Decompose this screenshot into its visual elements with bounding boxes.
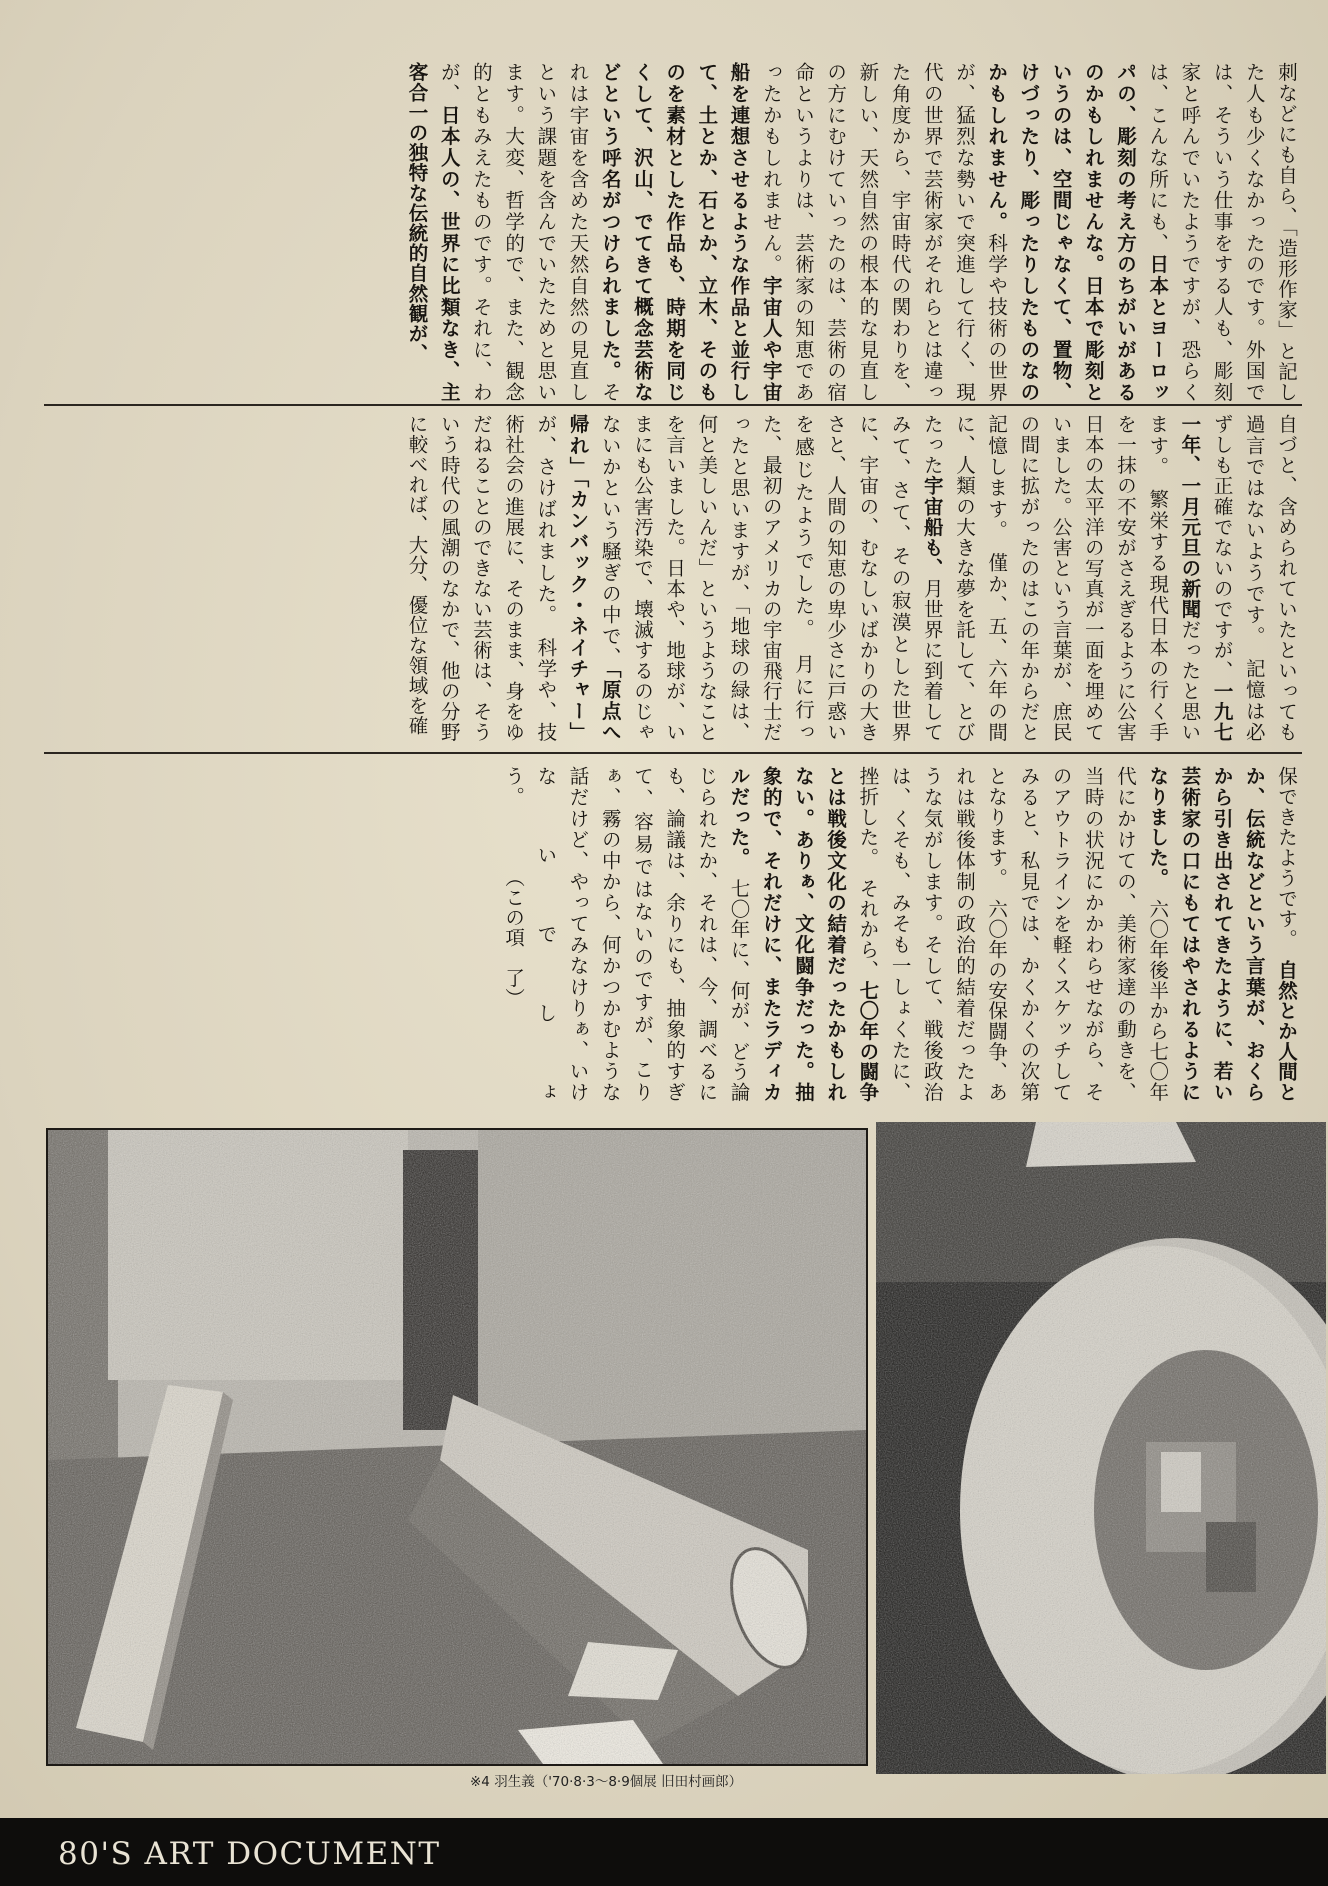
- photo-caption: ※4 羽生義（'70·8·3〜8·9個展 旧田村画郎）: [470, 1774, 743, 1790]
- text-segment: 記憶は必ずしも正確でないの: [1210, 414, 1266, 742]
- text-segment: が、さけばれました。: [534, 414, 558, 617]
- text-segment: 月に行った、最初のアメリカ: [759, 414, 815, 742]
- text-segment: しの方にむけていったのは、芸: [824, 62, 880, 402]
- text-segment: 七〇年の闘争とは: [824, 766, 880, 1102]
- text-segment: 宇宙人や宇宙船を連想させ: [727, 62, 783, 402]
- text-segment: から、宇宙時代の関わりを、新: [856, 62, 912, 402]
- text-segment: 公害日本の太平洋の写真が一面: [1081, 414, 1137, 742]
- text-segment: 治は、くそも、みそも一しょく: [888, 766, 944, 1102]
- text-segment: （この項 了）: [502, 796, 526, 1008]
- text-segment: 時の状況にかかわらせながら、: [1081, 787, 1105, 1082]
- text-segment: ました。日本や、地球が、いまに: [630, 414, 687, 742]
- text-segment: 術などという呼名がつけられま: [598, 62, 654, 402]
- text-segment: の宇宙飛行士だったと思います: [727, 414, 783, 742]
- text-segment: 七〇年に、何が、どう論じら: [695, 766, 751, 1102]
- text-segment: も公害汚染で、壊滅するのじゃ: [630, 455, 654, 742]
- article-column-bottom: [134, 766, 1302, 1102]
- text-segment: それから、: [856, 858, 880, 981]
- text-segment: 日本人の、世界に比類なき、主客: [405, 62, 461, 402]
- text-segment: かもしれませんな。日本で彫刻: [1081, 83, 1105, 382]
- article-column-middle: [44, 414, 1302, 742]
- text-segment: 後体制の政治的結着だったよう: [920, 766, 976, 1102]
- photo-log-sculpture: [46, 1128, 868, 1766]
- text-segment: 科学や、技術社会の進展に、: [502, 414, 558, 742]
- text-segment: の風潮のなかで、他の分野に較: [405, 414, 461, 742]
- column-divider: [44, 404, 1302, 406]
- text-segment: 術の宿命というよりは、芸術家: [791, 62, 848, 402]
- text-segment: るような作品と並行して、土と: [695, 62, 751, 402]
- text-segment: 哲学的で、また、観念的ともみ: [469, 62, 526, 402]
- text-segment: ん。: [759, 232, 783, 276]
- text-segment: した。: [598, 317, 622, 382]
- text-segment: ないかという騒ぎの中で、: [598, 414, 622, 669]
- text-segment: なりました。: [1146, 766, 1170, 879]
- text-segment: でいたためと思います。大変、: [502, 62, 558, 402]
- text-segment: 保できたようです。: [1275, 766, 1298, 940]
- log-sculpture-image: [48, 1130, 866, 1764]
- text-segment: そのアウトラインを軽くスケッ: [1049, 766, 1105, 1102]
- text-segment: を埋めていました。公害という: [1049, 414, 1105, 742]
- text-segment: か、石とか、立木、そのものを: [663, 62, 719, 402]
- text-segment: の知恵であったかもしれませ: [759, 62, 815, 402]
- text-segment: というのは、空間じゃなくて、: [1049, 62, 1105, 402]
- ring-sculpture-image: [876, 1122, 1326, 1774]
- text-segment: 大きさと、人間の知恵の卑少さ: [824, 414, 880, 742]
- text-segment: という言葉が、おくらから引き: [1210, 766, 1266, 1102]
- text-segment: 宇宙船も、: [920, 475, 944, 579]
- text-segment: 六〇年の安保闘争、あれは戦: [952, 766, 1009, 1102]
- text-segment: て、さて、その寂漠とした世界: [888, 436, 912, 742]
- text-segment: たものなのかもしれません。: [985, 62, 1041, 402]
- text-segment: 芸術家がそれらとは違った角度: [888, 62, 944, 402]
- text-segment: 自づと、含められていたといっ: [1275, 414, 1298, 702]
- text-segment: も、論議は、余りにも、抽象的: [663, 766, 687, 1061]
- text-segment: そのまま、身をゆだねることの: [469, 414, 526, 742]
- text-segment: を一抹の不安がさえぎるように: [1113, 414, 1137, 702]
- text-segment: チャー」: [566, 658, 590, 742]
- text-segment: する人も、彫刻家と呼んでいた: [1178, 62, 1234, 402]
- text-segment: ですが、: [1210, 598, 1234, 681]
- text-segment: チしてみると、私見では、かく: [1017, 766, 1073, 1102]
- text-segment: 「原: [598, 668, 622, 701]
- text-segment: 科: [985, 232, 1009, 254]
- column-divider: [44, 752, 1302, 754]
- text-segment: が、「地球の緑は、何と美しい: [695, 414, 751, 742]
- text-segment: 彫刻の考え方のちがいがあるの: [1081, 62, 1137, 402]
- text-segment: べれば、大分、優位な領域を確: [405, 454, 429, 736]
- text-segment: 置物、けづったり、彫ったりし: [1017, 62, 1073, 402]
- text-segment: 素材とした作品も、時期を同じ: [663, 104, 687, 402]
- text-segment: けりぁ、いけないでしょう。: [502, 766, 590, 1102]
- text-segment: れたか、それは、今、調べるに: [695, 808, 719, 1102]
- text-segment: で突進して行く、現代の世界で: [920, 62, 976, 402]
- article-column-top: [44, 62, 1302, 402]
- text-segment: 繁栄する現代日本の行く手: [1146, 467, 1170, 742]
- text-segment: の新聞: [1178, 557, 1202, 620]
- text-segment: と記した人も少くなかったので: [1242, 62, 1298, 402]
- text-segment: 自然の見直しという課題を含ん: [534, 62, 590, 402]
- text-segment: できない芸術は、そういう時代: [437, 414, 493, 742]
- text-segment: す。外国では、そういう仕事を: [1210, 62, 1266, 402]
- text-segment: かくの次第となります。: [985, 766, 1041, 1102]
- text-segment: 合一の独特な伝統的自然観が、: [405, 82, 429, 364]
- text-segment: 大きな夢を託して、とびたった: [920, 414, 976, 742]
- text-segment: 月世界に到着してみ: [888, 414, 944, 742]
- text-segment: えたものです。それに、わが、: [437, 62, 493, 402]
- text-segment: こりぁ、霧の中から、何かつか: [598, 766, 654, 1102]
- text-segment: ディカルだった。: [727, 766, 783, 1102]
- text-segment: 言葉が、庶民の間に拡がったの: [1017, 414, 1073, 742]
- text-segment: 六〇年後半から七〇年代にか: [1113, 766, 1170, 1102]
- text-segment: [1275, 939, 1298, 959]
- text-segment: すぎて、容易ではないのですが、: [630, 766, 687, 1102]
- text-segment: それは宇宙を含めた天然: [566, 62, 622, 402]
- footer-band: [0, 1818, 1328, 1886]
- text-segment: だったと思います。: [1146, 414, 1202, 742]
- text-segment: に、宇宙の、むなしいばかりの: [856, 414, 880, 702]
- text-segment: んだ」というようなことを言い: [663, 414, 719, 742]
- text-segment: 抽象的で、それだけに、またラ: [759, 766, 815, 1102]
- text-segment: 学や技術の世界が、猛烈な勢い: [952, 62, 1009, 402]
- text-segment: 出されてきたように、若い芸術: [1178, 766, 1234, 1102]
- text-segment: ない。ありぁ、文化闘争だった。: [791, 766, 815, 1082]
- text-segment: 家の口にもてはやされるように: [1178, 808, 1202, 1102]
- text-segment: 自然とか人間とか、伝統など: [1242, 766, 1298, 1102]
- text-segment: けての、美術家達の動きを、当: [1081, 766, 1137, 1102]
- text-segment: 一九七一年、一月元旦: [1178, 414, 1234, 742]
- text-segment: 所にも、: [1146, 168, 1170, 254]
- text-segment: に戸惑いを感じたようでした。: [791, 414, 848, 742]
- text-segment: むような話だけど、やってみな: [566, 766, 622, 1102]
- text-segment: ても過言ではないようです。: [1242, 414, 1298, 742]
- text-segment: 点へ帰れ」「カンバック・ネイ: [566, 414, 622, 742]
- text-segment: くして、沢山、でてきて概念芸: [630, 62, 654, 361]
- text-segment: 日本とヨーロッパの、: [1113, 62, 1170, 402]
- photo-ring-sculpture: [876, 1122, 1326, 1774]
- text-segment: たに、挫折した。: [856, 766, 912, 1102]
- text-segment: ようですが、恐らくは、こんな: [1146, 62, 1202, 402]
- text-segment: 僅か、五、六年の間に、人類の: [952, 414, 1009, 742]
- text-segment: はこの年からだと記憶します。: [985, 414, 1041, 742]
- magazine-title: 80'S ART DOCUMENT: [58, 1836, 441, 1872]
- text-segment: しい、天然自然の根本的な見直: [856, 83, 880, 382]
- text-segment: 刺などにも自ら、「造形作家」: [1275, 62, 1298, 341]
- text-segment: 戦後文化の結着だったかもしれ: [824, 808, 848, 1102]
- text-segment: な気がします。そして、戦後政: [920, 787, 944, 1082]
